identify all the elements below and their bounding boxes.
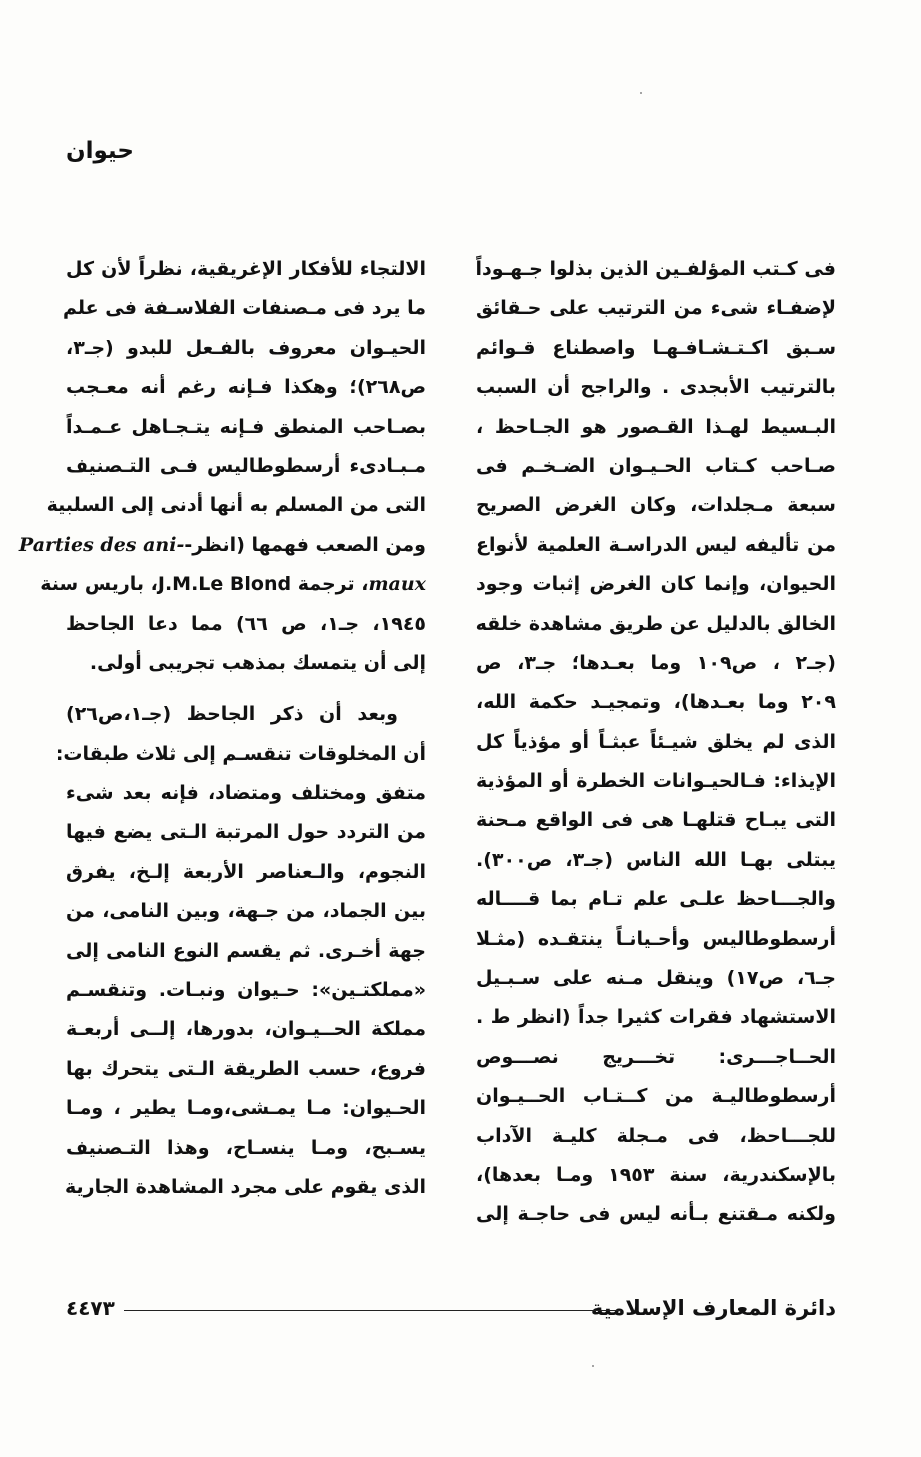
text-line: يبتلى بهـا الله الناس (جـ٣، ص٣٠٠).: [476, 848, 836, 871]
text-line: بصـاحب المنطق فـإنه يتـجـاهل عـمـداً: [66, 415, 426, 438]
page-footer: [66, 1290, 836, 1326]
text-line: بين الجماد، من جـهة، وبين النامى، من: [66, 900, 426, 923]
text-line: ولكنه مـقتنع بـأنه ليس فى حاجـة إلى: [476, 1203, 836, 1226]
text-line: الإيذاء: فـالحيـوانات الخطرة أو المؤذية: [476, 770, 836, 793]
reference-title-latin: Parties des ani-: [18, 533, 185, 556]
text-line: فروع، حسب الطريقة الـتى يتحرك بها: [66, 1057, 426, 1080]
footer-rule: [124, 1310, 621, 1311]
text-line: لإضفـاء شىء من الترتيب على حـقائق: [476, 297, 836, 320]
text-line: صـاحب كـتاب الحـيـوان الضـخـم فى: [476, 454, 836, 477]
text-line: الاستشهاد فقرات كثيرا جداً (انظر ط .: [476, 1006, 836, 1029]
text-line: إلى أن يتمسك بمذهب تجريبى أولى.: [89, 651, 426, 674]
reference-text-ar: ومن الصعب فهمها (انظر-: [184, 533, 426, 556]
text-line: الخالق بالدليل عن طريق مشاهدة خلقه: [475, 612, 836, 635]
text-line: النجوم، والـعناصر الأربعة إلـخ، يفرق: [66, 860, 426, 883]
text-line: «مملكتـين»: حـيوان ونبـات. وتنقسـم: [66, 979, 426, 1002]
text-line: ما يرد فى مـصنفات الفلاسـفة فى علم: [62, 297, 426, 320]
text-line: أن المخلوقات تنقسـم إلى ثلاث طبقات:: [55, 742, 426, 765]
footer-title: دائرة المعارف الإسلامية: [590, 1296, 836, 1320]
text-line: ٢٠٩ وما بعـدها)، وتمجيـد حكمة الله،: [476, 691, 836, 714]
text-line: الالتجاء للأفكار الإغريقية، نظراً لأن كل: [66, 258, 426, 280]
translator-name: J.M.Le Blond: [157, 573, 292, 596]
text-line: جهة أخـرى. ثم يقسم النوع النامى إلى: [66, 939, 426, 962]
text-line: أرسطوطاليس وأحـيانـاً ينتقـده (مثـلا: [476, 927, 836, 950]
right-text-column: [476, 250, 836, 1235]
text-line: بالترتيب الأبجدى . والراجح أن السبب: [476, 376, 836, 399]
reference-text-ar: ، ترجمة: [291, 573, 369, 596]
paragraph-gap: [66, 683, 426, 695]
text-line: سـبق اكـتـشـافـهـا واصطناع قـوائم: [476, 336, 836, 359]
text-line: يسـبح، ومـا ينسـاح، وهذا التـصنيف: [66, 1136, 426, 1159]
text-line: الحــاجـــرى: تخـــريج نصـــوص: [476, 1045, 836, 1068]
scan-speck: [640, 92, 642, 94]
text-line: سبعة مـجلدات، وكان الغرض الصريح: [476, 494, 836, 517]
text-line: وبعد أن ذكر الجاحظ (جـ١،ص٢٦): [66, 703, 398, 726]
left-text-column: [18, 250, 427, 1207]
page-number: ٤٤٧٣: [66, 1296, 115, 1320]
text-line: مملكة الحــيـوان، بدورها، إلــى أربعـة: [66, 1018, 426, 1041]
text-line: التى من المسلم به أنها أدنى إلى السلبية: [46, 494, 426, 517]
text-line: متفق ومختلف ومتضاد، فإنه بعد شىء: [66, 782, 426, 805]
reference-text-ar: ، باريس سنة: [40, 573, 158, 596]
text-line: البـسيط لهـذا القـصور هو الجـاحظ ،: [476, 415, 836, 438]
text-line: والجـــاحظ علـى علم تـام بما قــــاله: [476, 888, 836, 911]
scan-speck: [592, 1365, 594, 1367]
reference-line: [18, 526, 426, 565]
text-line: مـبـادىء أرسطوطاليس فـى التـصنيف: [66, 454, 426, 477]
text-line: التى يبـاح قتلهـا هى فى الواقع مـحنة: [476, 809, 836, 832]
text-line: جـ٦، ص١٧) وينقل مـنه على سـبـيل: [476, 967, 836, 990]
text-line: الحـيوان: مـا يمـشى،ومـا يطير ، ومـا: [66, 1097, 426, 1120]
text-line: الحيوان، وإنما كان الغرض إثبات وجود: [476, 573, 836, 596]
page-header-title: حيوان: [66, 138, 134, 164]
reference-line: [40, 565, 426, 604]
text-line: للجـــاحظ، فى مـجلة كليـة الآداب: [476, 1124, 836, 1147]
text-line: الذى لم يخلق شيـئاً عبثـاً أو مؤذياً كل: [476, 730, 836, 753]
text-line: (جـ٢ ، ص١٠٩ وما بعـدها؛ جـ٣، ص: [476, 651, 836, 674]
text-line: بالإسكندرية، سنة ١٩٥٣ ومـا بعدها)،: [476, 1163, 836, 1186]
text-line: فى كـتب المؤلفـين الذين بذلوا جـهـوداً: [475, 258, 836, 280]
text-line: الذى يقوم على مجرد المشاهدة الجارية: [64, 1175, 426, 1198]
reference-title-latin: maux: [368, 573, 426, 596]
text-line: ص٢٦٨)؛ وهكذا فـإنه رغم أنه معـجب: [66, 376, 426, 399]
text-line: الحيـوان معروف بالفـعل للبدو (جـ٣،: [66, 336, 426, 359]
text-line: من التردد حول المرتبة الـتى يضع فيها: [66, 821, 426, 844]
text-line: ١٩٤٥، جـ١، ص ٦٦) مما دعا الجاحظ: [66, 612, 427, 635]
text-line: أرسطوطاليـة من كــتـاب الحــيـوان: [476, 1085, 836, 1108]
text-line: من تأليفه ليس الدراسـة العلمية لأنواع: [476, 533, 836, 556]
